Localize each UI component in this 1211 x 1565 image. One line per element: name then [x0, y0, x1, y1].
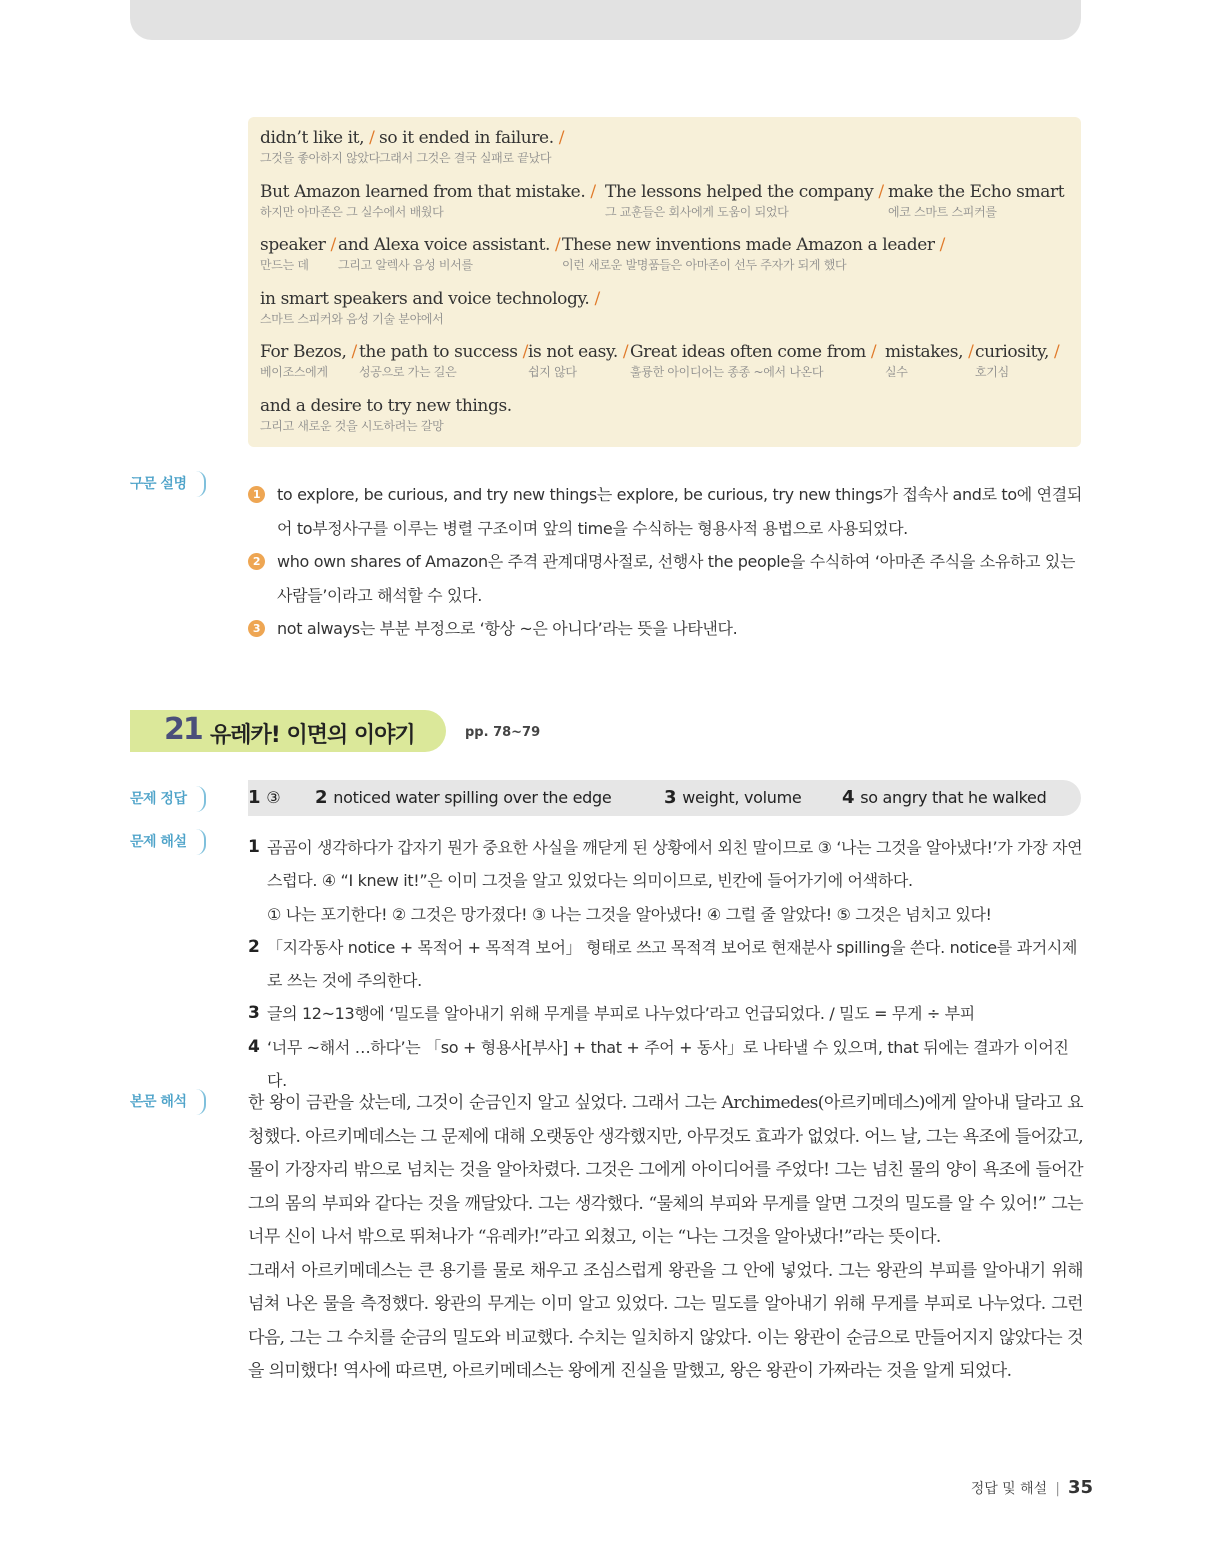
chunk-korean: 하지만 아마존은 그 실수에서 배웠다 [260, 204, 444, 219]
syntax-notes [248, 478, 1083, 646]
reading-line [260, 393, 1069, 447]
explanation-item [248, 997, 1083, 1030]
explanation-number: 4 [248, 1036, 260, 1057]
note-text: who own shares of Amazon은 주격 관계대명사절로, 선행사 the people을 수식하여 ‘아마존 주식을 소유하고 있는 사람들’이라고 해석할 수 있다. [277, 552, 1076, 605]
reading-chunk [260, 179, 596, 219]
translation-paragraph: 한 왕이 금관을 샀는데, 그것이 순금인지 알고 싶었다. 그래서 그는 Archimedes(아르키메데스)에게 알아내 달라고 요청했다. 아르키메데스는 그 문제에 대해 오랫동안 생각했지만, 아무것도 효과가 없었다. 어느 날, 그는 욕조에 들어갔고, 물이 가장자리 밖으로 넘치는 것을 알아차렸다. 그것은 그에게 아이디어를 주었다! 그는 넘친 물의 양이 욕조에 들어간 그의 몸의 부피와 같다는 것을 깨달았다. 그는 생각했다. “물체의 부피와 무게를 알면 그것의 밀도를 알 수 있어!” 그는 너무 신이 나서 밖으로 뛰쳐나가 “유레카!”라고 외쳤고, 이는 “나는 그것을 알아냈다!”라는 뜻이다. [248, 1093, 1083, 1247]
syntax-note [248, 612, 1083, 646]
chunk-korean: 성공으로 가는 길은 [359, 365, 457, 380]
reading-chunk [260, 339, 357, 379]
explanation-text: 「지각동사 notice + 목적어 + 목적격 보어」 형태로 쓰고 목적격 보어로 현재분사 spilling을 쓴다. notice를 과거시제로 쓰는 것에 주의한다. [267, 937, 1078, 991]
chunk-korean: 스마트 스피커와 음성 기술 분야에서 [260, 311, 444, 326]
explanation-number: 1 [248, 837, 260, 857]
reading-chunk [260, 286, 600, 326]
note-number-badge: 2 [248, 553, 265, 570]
chunk-english: speaker / [260, 235, 336, 256]
explanation-label: 문제 해설 [130, 829, 206, 855]
note-number-badge: 1 [248, 486, 265, 503]
chunk-english: These new inventions made Amazon a leader / [562, 235, 945, 256]
chunk-korean: 쉽지 않다 [528, 365, 577, 380]
translation-label: 본문 해석 [130, 1089, 206, 1115]
section-title: 유레카! 이면의 이야기 [210, 723, 415, 748]
reading-chunk [562, 232, 945, 272]
chunk-english: make the Echo smart [888, 181, 1065, 202]
chunk-korean: 그것을 좋아하지 않았다 [260, 151, 380, 165]
reading-line [260, 339, 1069, 393]
chunk-korean: 그리고 알렉사 음성 비서를 [338, 258, 473, 273]
section-number: 21 [164, 712, 202, 747]
chunk-english: and a desire to try new things. [260, 395, 512, 416]
chunk-english: and Alexa voice assistant. / [338, 235, 561, 256]
chunk-english: For Bezos, / [260, 342, 357, 363]
reading-chunk [630, 339, 876, 379]
syntax-label: 구문 설명 [130, 471, 206, 497]
reading-chunk [528, 339, 628, 379]
choice-translations: ① 나는 포기한다! ② 그것은 망가졌다! ③ 나는 그것을 알아냈다! ④ 그럴 줄 알았다! ⑤ 그것은 넘치고 있다! [267, 904, 992, 924]
reading-chunk [338, 232, 560, 272]
chunk-english: But Amazon learned from that mistake. / [260, 181, 596, 202]
reading-chunk [605, 179, 884, 219]
reading-chunk [379, 125, 564, 165]
note-text: to explore, be curious, and try new things는 explore, be curious, try new things가 접속사 and로 to에 연결되어 to부정사구를 이루는 병렬 구조이며 앞의 time을 수식하는 형용사적 용법으로 사용되었다. [277, 485, 1082, 538]
explanation-item [248, 931, 1083, 998]
page-number: 35 [1067, 1477, 1093, 1498]
chunk-korean: 이런 새로운 발명품들은 아마존이 선두 주자가 되게 했다 [562, 258, 847, 273]
reading-line [260, 179, 1069, 233]
chunk-english: so it ended in failure. / [379, 128, 565, 148]
syntax-note [248, 545, 1083, 612]
translation-text [248, 1087, 1083, 1389]
chunk-english: didn’t like it, / [260, 128, 375, 148]
chunk-korean: 그리고 새로운 것을 시도하려는 갈망 [260, 418, 444, 433]
chunk-korean: 베이조스에게 [260, 365, 328, 380]
explanation-text: ‘너무 ~해서 …하다’는 「so + 형용사[부사] + that + 주어 + 동사」로 나타낼 수 있으며, that 뒤에는 결과가 이어진다. [267, 1037, 1069, 1091]
footer-divider: | [1055, 1481, 1060, 1497]
chunk-english: is not easy. / [528, 342, 629, 363]
chunk-english: the path to success / [359, 342, 528, 363]
explanation-item [248, 831, 1083, 931]
explanations [248, 831, 1083, 1097]
reading-chunk [888, 179, 1064, 219]
chunk-english: The lessons helped the company / [605, 181, 884, 202]
chunk-korean: 만드는 데 [260, 258, 309, 273]
chunk-korean: 훌륭한 아이디어는 종종 ~에서 나온다 [630, 365, 824, 380]
note-text: not always는 부분 부정으로 ‘항상 ~은 아니다’라는 뜻을 나타낸다. [277, 619, 738, 638]
note-number-badge: 3 [248, 620, 265, 637]
reading-chunk [260, 232, 336, 272]
explanation-text: 글의 12~13행에 ‘밀도를 알아내기 위해 무게를 부피로 나누었다’라고 언급되었다. / 밀도 = 무게 ÷ 부피 [267, 1004, 975, 1024]
reading-chunk [359, 339, 528, 379]
answer-item: 4 so angry that he walked [842, 787, 1047, 808]
syntax-note [248, 478, 1083, 545]
reading-chunk [885, 339, 973, 379]
chunk-korean: 그래서 그것은 결국 실패로 끝났다 [379, 151, 552, 165]
reading-line [260, 286, 1069, 340]
reading-chunk [975, 339, 1059, 379]
chunk-english: in smart speakers and voice technology. / [260, 288, 600, 309]
chunk-korean: 호기심 [975, 365, 1009, 380]
answer-bar [248, 780, 1081, 816]
explanation-number: 2 [248, 936, 260, 957]
translation-paragraph: 그래서 아르키메데스는 큰 용기를 물로 채우고 조심스럽게 왕관을 그 안에 넣었다. 그는 왕관의 부피를 알아내기 위해 넘쳐 나온 물을 측정했다. 왕관의 무게는 이미 알고 있었다. 그는 밀도를 알아내기 위해 무게를 부피로 나누었다. 그런 다음, 그는 그 수치를 순금의 밀도와 비교했다. 수치는 일치하지 않았다. 이는 왕관이 순금으로 만들어지지 않았다는 것을 의미했다! 역사에 따르면, 아르키메데스는 왕에게 진실을 말했고, 왕은 왕관이 가짜라는 것을 알게 되었다. [248, 1260, 1083, 1381]
reading-passage-box [248, 117, 1081, 447]
answer-item: 1 ③ [248, 787, 281, 808]
answer-item: 3 weight, volume [664, 787, 802, 808]
chunk-korean: 에코 스마트 스피커를 [888, 204, 997, 219]
section-header [130, 710, 446, 752]
section-pages: pp. 78~79 [465, 725, 541, 740]
top-decorative-bar [130, 0, 1081, 40]
reading-chunk [260, 393, 512, 433]
reading-chunk [260, 125, 380, 165]
reading-line [260, 232, 1069, 286]
answer-item: 2 noticed water spilling over the edge [315, 787, 612, 808]
answers-label: 문제 정답 [130, 786, 206, 812]
footer-section: 정답 및 해설 [970, 1481, 1048, 1497]
chunk-english: curiosity, / [975, 342, 1060, 363]
reading-line [260, 125, 1069, 179]
page-footer [971, 1477, 1093, 1498]
explanation-text: 곰곰이 생각하다가 갑자기 뭔가 중요한 사실을 깨닫게 된 상황에서 외친 말이므로 ③ ‘나는 그것을 알아냈다!’가 가장 자연스럽다. ④ “I knew it!”은 이미 그것을 알고 있었다는 의미이므로, 빈칸에 들어가기에 어색하다. [267, 838, 1083, 891]
chunk-english: Great ideas often come from / [630, 342, 877, 363]
chunk-korean: 실수 [885, 365, 908, 380]
chunk-korean: 그 교훈들은 회사에게 도움이 되었다 [605, 204, 789, 219]
chunk-english: mistakes, / [885, 342, 974, 363]
explanation-number: 3 [248, 1003, 260, 1024]
